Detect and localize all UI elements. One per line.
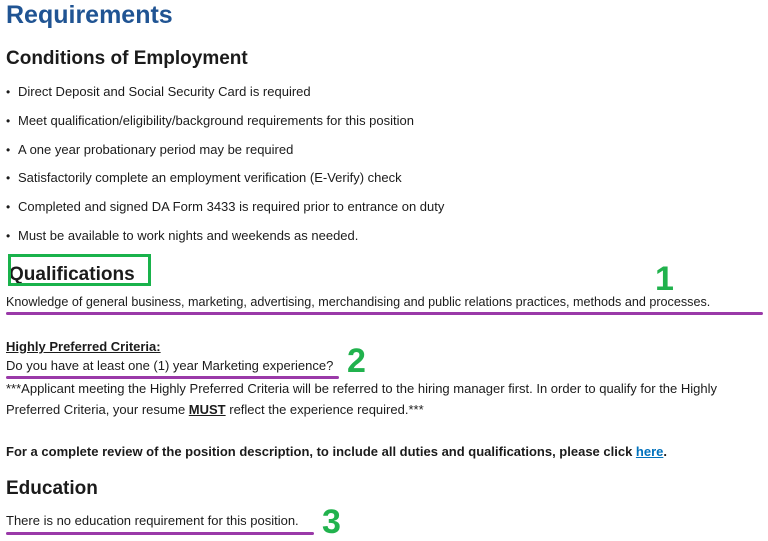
education-underline — [6, 532, 314, 535]
criteria-question: Do you have at least one (1) year Marketing experience? — [6, 358, 334, 373]
criteria-heading: Highly Preferred Criteria: — [6, 339, 161, 354]
list-item: • Direct Deposit and Social Security Card is required — [6, 84, 311, 100]
annotation-number-3: 3 — [322, 503, 341, 541]
conditions-heading: Conditions of Employment — [6, 48, 248, 69]
must-emphasis: MUST — [188, 402, 226, 417]
qualifications-underline — [6, 312, 763, 315]
conditions-list — [6, 78, 444, 250]
bullet-icon: • — [6, 85, 11, 100]
criteria-note-line-1: ***Applicant meeting the Highly Preferred Criteria will be referred to the hiring manager first. In order to qualify for the Highly — [6, 381, 718, 396]
bullet-icon: • — [6, 200, 11, 215]
list-item: • Satisfactorily complete an employment verification (E-Verify) check — [6, 170, 402, 186]
bullet-icon: • — [6, 228, 11, 243]
bullet-icon: • — [6, 142, 11, 157]
list-item: • Meet qualification/eligibility/background requirements for this position — [6, 113, 414, 129]
education-text: There is no education requirement for this position. — [6, 513, 299, 528]
list-item: • A one year probationary period may be required — [6, 141, 294, 157]
criteria-underline — [6, 376, 339, 379]
education-heading: Education — [6, 478, 98, 499]
criteria-note-line-2: Preferred Criteria, your resume MUST reflect the experience required.*** — [6, 402, 424, 417]
review-text: For a complete review of the position description, to include all duties and qualifications, please click here. — [6, 444, 668, 459]
list-item: • Must be available to work nights and weekends as needed. — [6, 227, 359, 243]
qualifications-highlight-box — [8, 254, 151, 286]
qualifications-heading: Qualifications — [9, 264, 135, 285]
page-title: Requirements — [6, 1, 173, 29]
qualifications-text: Knowledge of general business, marketing, advertising, merchandising and public relations practices, methods and processes. — [6, 295, 711, 309]
annotation-number-2: 2 — [347, 342, 366, 380]
bullet-icon: • — [6, 114, 11, 129]
here-link[interactable]: here — [635, 444, 664, 459]
bullet-icon: • — [6, 171, 11, 186]
annotation-number-1: 1 — [655, 260, 674, 298]
requirements-section — [6, 0, 766, 540]
list-item: • Completed and signed DA Form 3433 is required prior to entrance on duty — [6, 199, 445, 215]
